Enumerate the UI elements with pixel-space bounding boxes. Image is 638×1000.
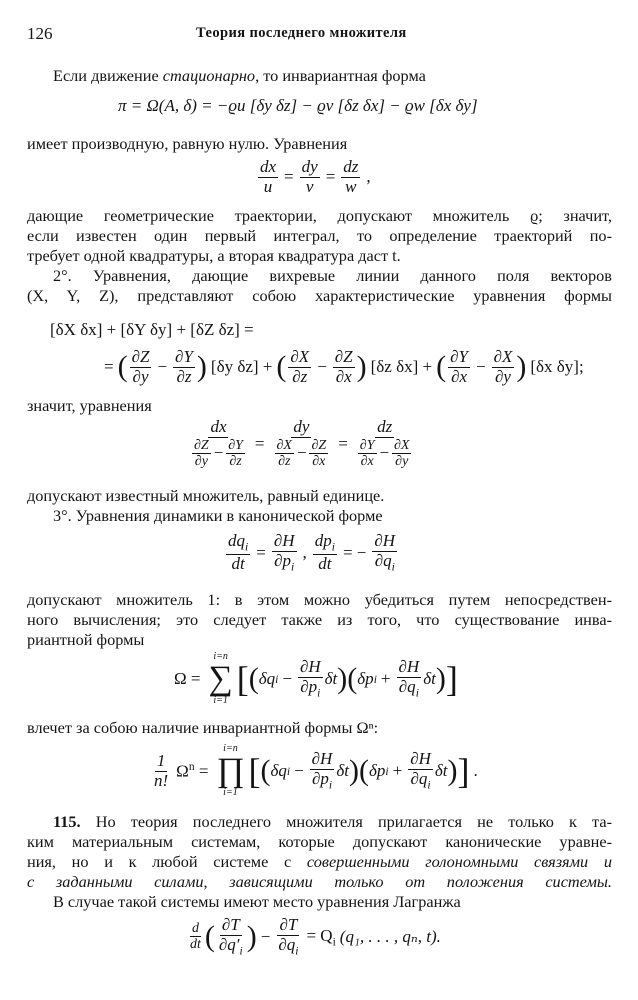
text-line: риантной формы xyxy=(27,630,145,649)
running-title: Теория последнего множителя xyxy=(196,25,407,41)
text-line: ким материальным системам, которые допускают канонические уравне- xyxy=(27,832,612,851)
text-line: требует одной квадратуры, а вторая квадратура даст t. xyxy=(27,246,401,265)
equation-vortex-rhs: = ( ∂Z ∂y − $\frac{\partial Y}{\partial z}$ ) [δy δz] + ( ∂X ∂z − $\frac{\partial Z}{\partial x}$ ) [δz δx] + ( ∂Y ∂x − $\frac{\partial X}{\partial y}$ ) [δx δy]; xyxy=(104,347,584,386)
equation-canonical: $dq_i$ dt = $\frac{\partial H}{\partial p_i}$ , $dp_i$ dt = − $\frac{\partial H}{\partial q_i}$ xyxy=(228,531,396,574)
page-number: 126 xyxy=(27,24,53,43)
text-line: 3°. Уравнения динамики в канонической форме xyxy=(53,506,383,525)
equation-invariant-form: π = Ω(A, δ) = −ϱu [δy δz] − ϱv [δz δx] − ϱw [δx δy] xyxy=(118,96,478,115)
text-line: дающие геометрические траектории, допускают множитель ϱ; значит, xyxy=(27,206,612,225)
text-line: 2°. Уравнения, дающие вихревые линии данного поля векторов xyxy=(53,266,612,285)
text-line: Если движение стационарно, то инвариантная форма xyxy=(53,66,426,85)
text-line: 115. Но теория последнего множителя прилагается не только к та- xyxy=(53,812,612,831)
text-line: если известен один первый интеграл, то определение траекторий по- xyxy=(27,226,612,245)
equation-vortex-lines: dx $\frac{\partial Z}{\partial y}$ − $\frac{\partial Y}{\partial z}$ = dy $\frac{\partial X}{\partial z}$ − $\frac{\partial Z}{\partial x}$ = dz $\frac{\partial Y}{\partial x}$ − $\frac{\partial X}{\partial y}$ xyxy=(194,417,410,470)
text-line: влечет за собою наличие инвариантной формы Ωⁿ: xyxy=(27,718,379,737)
text-line: ния, но и к любой системе с совершенными голономными связями и xyxy=(27,852,612,871)
text-line: (X, Y, Z), представляют собою характеристические уравнения формы xyxy=(27,286,612,305)
text-line: ного вычисления; это следует также из того, что существование инва- xyxy=(27,610,612,629)
equation-trajectories: $\frac{dx}{u}$ = $\frac{dy}{v}$ = $\frac{dz}{w}$ , xyxy=(260,157,371,196)
equation-vortex-lhs: [δX δx] + [δY δy] + [δZ δz] = xyxy=(50,320,254,339)
text-line: допускают множитель 1: в этом можно убедиться путем непосредствен- xyxy=(27,590,612,609)
equation-omega-sum: Ω = i=n ∑ i=1 [ ( δq i − $\frac{\partial H}{\partial p_i}$ δt ) ( δp i + $\frac{\partial H}{\partial q_i}$ δt ) ] xyxy=(174,651,458,706)
text-line: допускают известный множитель, равный единице. xyxy=(27,486,385,505)
text-line: имеет производную, равную нулю. Уравнения xyxy=(27,134,348,153)
text-line: значит, уравнения xyxy=(27,396,152,415)
text-line: с заданными силами, зависящими только от положения системы. xyxy=(27,872,612,891)
equation-lagrange: d dt ( ∂T $\partial q'_i$ ) − $\frac{\partial T}{\partial q_i}$ = $Q_i$ (q₁, . . . , qₙ, t). xyxy=(190,915,441,958)
text-line: В случае такой системы имеют место уравнения Лагранжа xyxy=(53,892,461,911)
equation-omega-product: 1 n! $\Omega^n$ = i=n ∏ i=1 [ ( δq i − $\frac{\partial H}{\partial p_i}$ δt ) ( δp i + $\frac{\partial H}{\partial q_i}$ δt ) ] . xyxy=(154,743,478,798)
